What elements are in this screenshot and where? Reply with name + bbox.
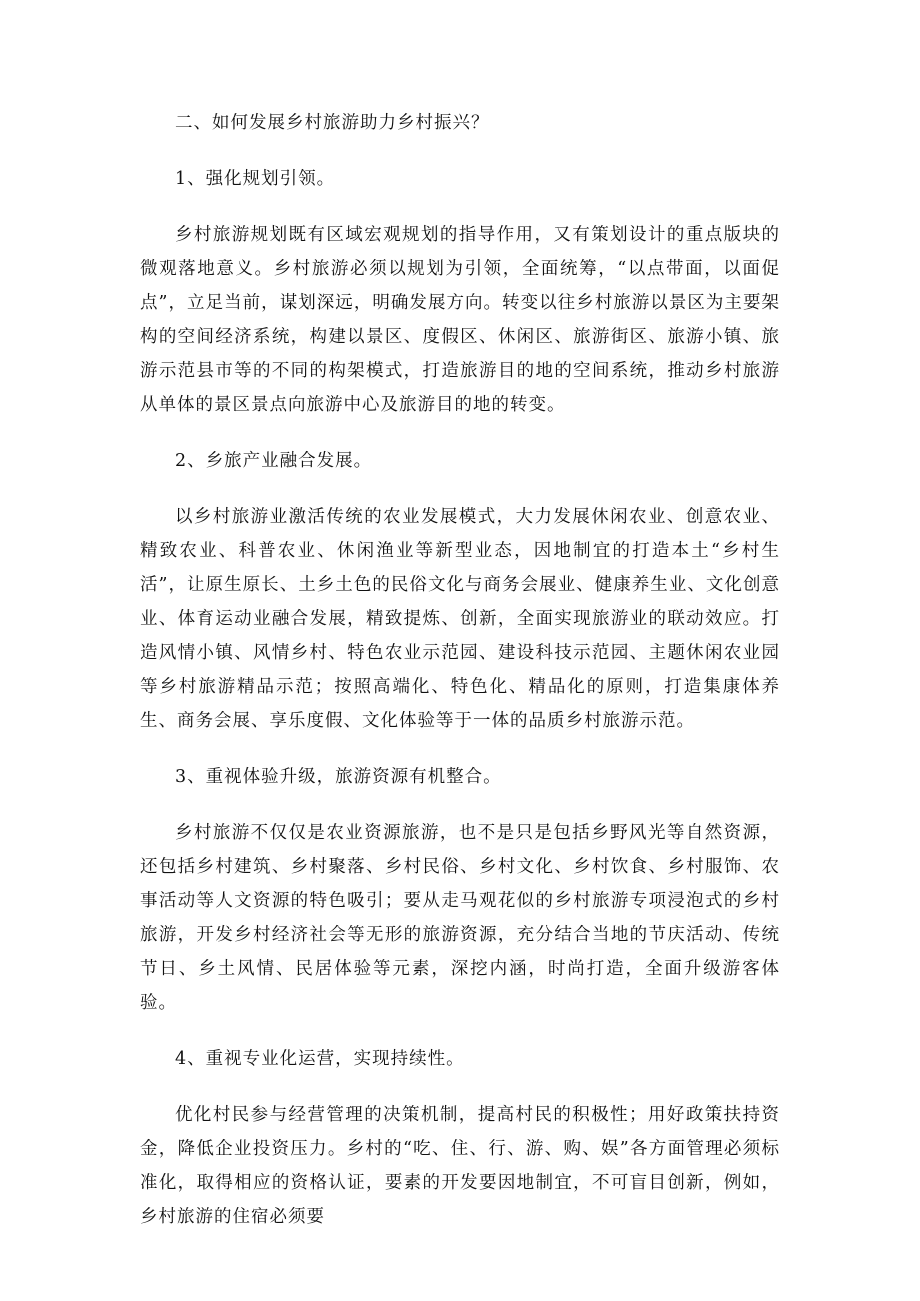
section-1-body: 乡村旅游规划既有区域宏观规划的指导作用，又有策划设计的重点版块的微观落地意义。乡村旅游必须以规划为引领，全面统筹，“以点带面，以面促点”，立足当前，谋划深远，明确发展方向。转变以往乡村旅游以景区为主要架构的空间经济系统，构建以景区、度假区、休闲区、旅游街区、旅游小镇、旅游示范县市等的不同的构架模式，打造旅游目的地的空间系统，推动乡村旅游从单体的景区景点向旅游中心及旅游目的地的转变。 (140, 225, 780, 415)
section-3-body: 乡村旅游不仅仅是农业资源旅游，也不是只是包括乡野风光等自然资源，还包括乡村建筑、乡村聚落、乡村民俗、乡村文化、乡村饮食、乡村服饰、农事活动等人文资源的特色吸引；要从走马观花似的乡村旅游专项浸泡式的乡村旅游，开发乡村经济社会等无形的旅游资源，充分结合当地的节庆活动、传统节日、乡土风情、民居体验等元素，深挖内涵，时尚打造，全面升级游客体验。 (140, 823, 780, 1013)
section-3-heading: 3、重视体验升级，旅游资源有机整合。 (175, 767, 502, 787)
section-2-heading: 2、乡旅产业融合发展。 (175, 451, 373, 471)
section-2-body: 以乡村旅游业激活传统的农业发展模式，大力发展休闲农业、创意农业、精致农业、科普农业、休闲渔业等新型业态，因地制宜的打造本土“乡村生活”，让原生原长、土乡土色的民俗文化与商务会展业、健康养生业、文化创意业、体育运动业融合发展，精致提炼、创新，全面实现旅游业的联动效应。打造风情小镇、风情乡村、特色农业示范园、建设科技示范园、主题休闲农业园等乡村旅游精品示范；按照高端化、特色化、精品化的原则，打造集康体养生、商务会展、享乐度假、文化体验等于一体的品质乡村旅游示范。 (140, 507, 780, 731)
section-1-heading: 1、强化规划引领。 (175, 169, 336, 189)
main-heading: 二、如何发展乡村旅游助力乡村振兴？ (175, 113, 490, 133)
section-4-heading: 4、重视专业化运营，实现持续性。 (175, 1049, 465, 1069)
document-content (140, 106, 780, 1256)
section-4-body: 优化村民参与经营管理的决策机制，提高村民的积极性；用好政策扶持资金，降低企业投资压力。乡村的“吃、住、行、游、购、娱”各方面管理必须标准化，取得相应的资格认证，要素的开发要因地制宜，不可盲目创新，例如，乡村旅游的住宿必须要 (140, 1105, 780, 1227)
